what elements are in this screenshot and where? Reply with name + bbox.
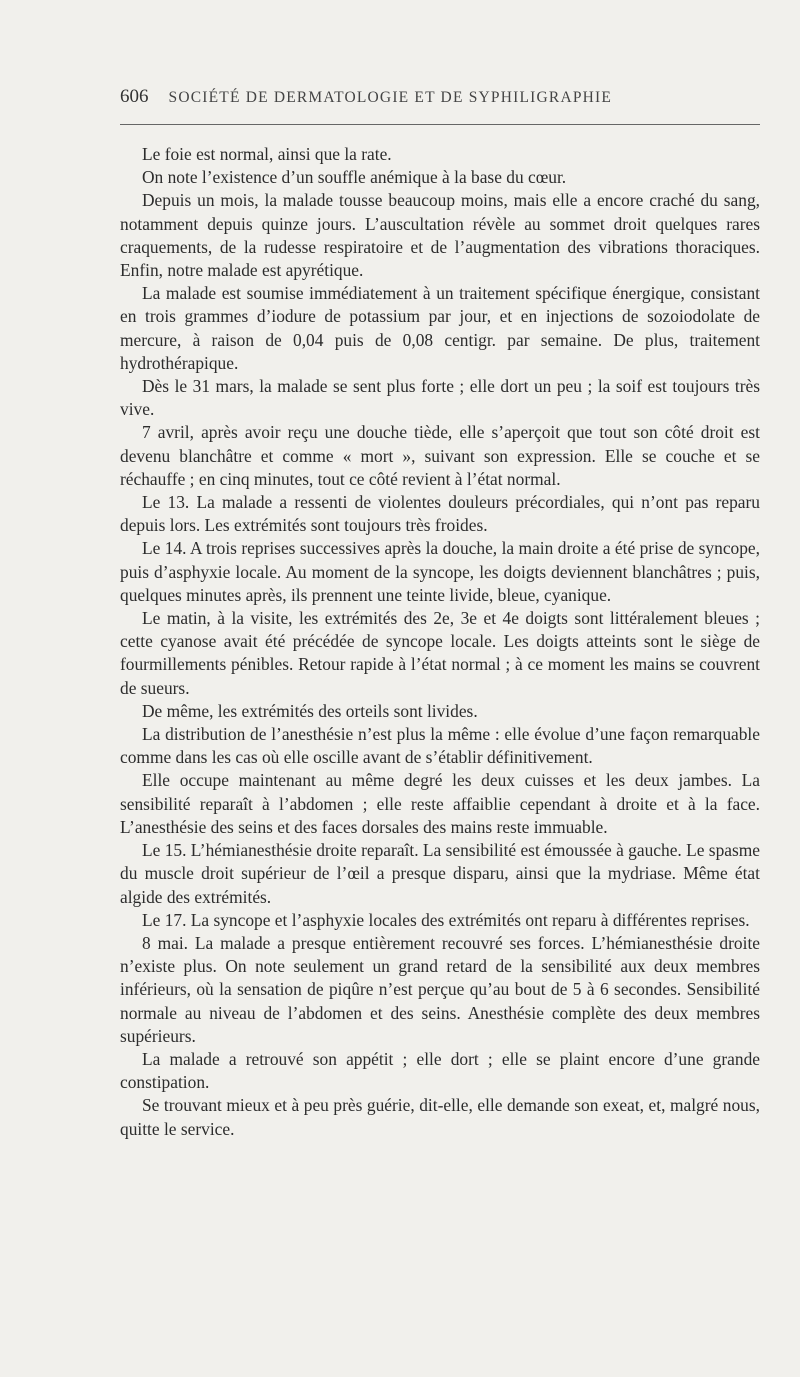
paragraph: Le 14. A trois reprises successives après la douche, la main droite a été prise de syncope, puis d’asphyxie locale. Au moment de la syncope, les doigts deviennent blanchâtres ; puis, quelques minutes après, ils prennent une teinte livide, bleue, cyanique. — [120, 538, 760, 605]
page-number: 606 — [120, 86, 149, 107]
paragraph: Le 13. La malade a ressenti de violentes douleurs précordiales, qui n’ont pas reparu depuis lors. Les extrémités sont toujours très froides. — [120, 492, 760, 536]
paragraph: La malade est soumise immédiatement à un traitement spécifique énergique, consistant en trois grammes d’iodure de potassium par jour, et en injections de sozoiodolate de mercure, à raison de 0,04 puis de 0,08 centigr. par semaine. De plus, traitement hydrothérapique. — [120, 283, 760, 373]
page-header — [120, 86, 760, 108]
paragraph: Depuis un mois, la malade tousse beaucoup moins, mais elle a encore craché du sang, notamment depuis quinze jours. L’auscultation révèle au sommet droit quelques rares craquements, de la rudesse respiratoire et de l’augmentation des vibrations thoraciques. Enfin, notre malade est apyrétique. — [120, 190, 760, 281]
paragraph: De même, les extrémités des orteils sont livides. — [142, 700, 478, 721]
paragraph: La distribution de l’anesthésie n’est plus la même : elle évolue d’une façon remarquable comme dans les cas où elle oscille avant de s’établir définitivement. — [120, 724, 760, 768]
paragraph: 7 avril, après avoir reçu une douche tiède, elle s’aperçoit que tout son côté droit est devenu blanchâtre et comme « mort », suivant son expression. Elle se couche et se réchauffe ; en cinq minutes, tout ce côté revient à l’état normal. — [120, 422, 760, 489]
paragraph: La malade a retrouvé son appétit ; elle dort ; elle se plaint encore d’une grande constipation. — [120, 1048, 760, 1093]
paragraph: Elle occupe maintenant au même degré les deux cuisses et les deux jambes. La sensibilité reparaît à l’abdomen ; elle reste affaiblie cependant à droite et à la face. L’anesthésie des seins et des faces dorsales des mains reste immuable. — [120, 770, 760, 837]
paragraph: Dès le 31 mars, la malade se sent plus forte ; elle dort un peu ; la soif est toujours très vive. — [120, 376, 760, 420]
running-title: SOCIÉTÉ DE DERMATOLOGIE ET DE SYPHILIGRAPHIE — [168, 89, 613, 106]
paragraph: Le 17. La syncope et l’asphyxie locales des extrémités ont reparu à différentes reprises. — [142, 909, 750, 930]
paragraph: 8 mai. La malade a presque entièrement recouvré ses forces. L’hémianesthésie droite n’existe plus. On note seulement un grand retard de la sensibilité aux deux membres inférieurs, où la sensation de piqûre n’est perçue qu’au bout de 5 à 6 secondes. Sensibilité normale au niveau de l’abdomen et des seins. Anesthésie complète des deux membres supérieurs. — [120, 932, 760, 1046]
paragraph: Le foie est normal, ainsi que la rate. — [142, 144, 392, 164]
paragraph: On note l’existence d’un souffle anémique à la base du cœur. — [142, 167, 567, 188]
body-text — [120, 143, 760, 1141]
header-rule — [120, 124, 760, 125]
paragraph: Se trouvant mieux et à peu près guérie, dit-elle, elle demande son exeat, et, malgré nous, quitte le service. — [120, 1095, 760, 1139]
paragraph: Le 15. L’hémianesthésie droite reparaît. La sensibilité est émoussée à gauche. Le spasme du muscle droit supérieur de l’œil a presque disparu, ainsi que la mydriase. Même état algide des extrémités. — [120, 840, 760, 907]
paragraph: Le matin, à la visite, les extrémités des 2e, 3e et 4e doigts sont littéralement bleues ; cette cyanose avait été précédée de syncope locale. Les doigts atteints sont le siège de fourmillements pénibles. Retour rapide à l’état normal ; à ce moment les mains se couvrent de sueurs. — [120, 608, 760, 698]
